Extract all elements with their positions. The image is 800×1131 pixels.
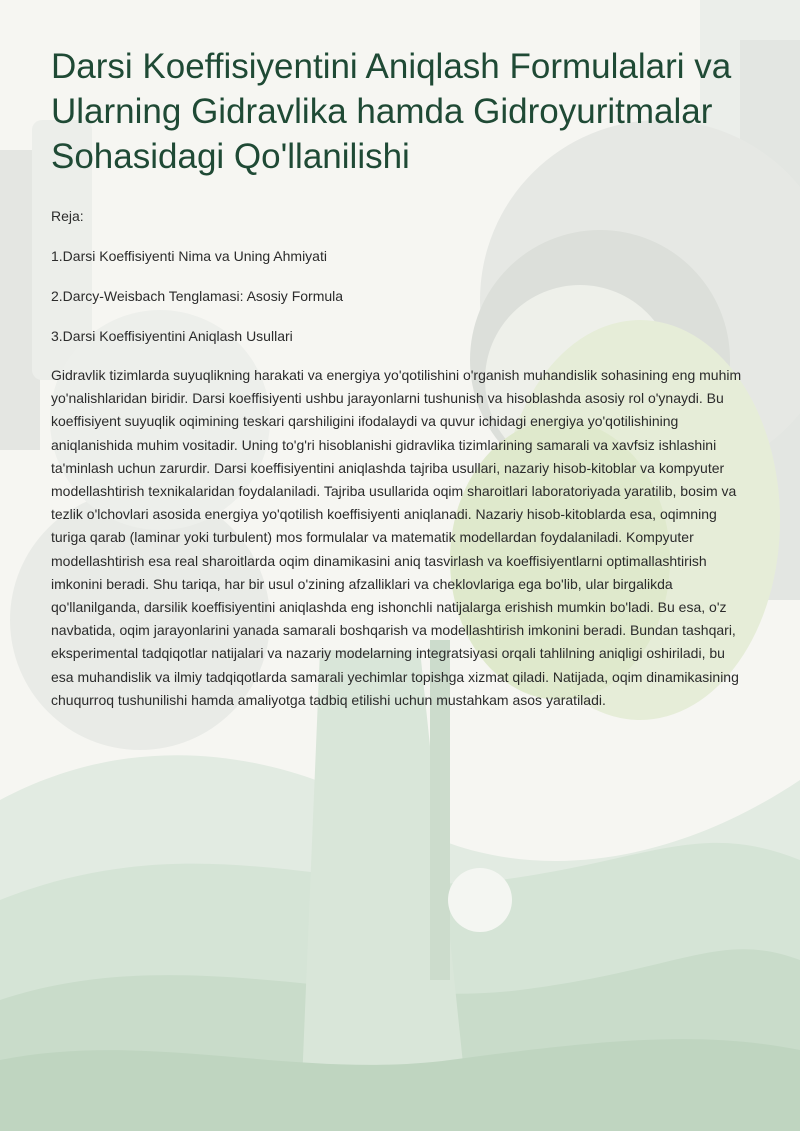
plan-item: 1.Darsi Koeffisiyenti Nima va Uning Ahmiyati (51, 248, 327, 264)
body-paragraph: Gidravlik tizimlarda suyuqlikning harakati va energiya yo'qotilishini o'rganish muhandislik sohasining eng muhim yo'nalishlaridan biridir. Darsi koeffisiyenti ushbu jarayonlarni tushunish va hisoblashda asosiy rol o'ynaydi. Bu koeffisiyent suyuqlik oqimining teskari qarshiligini ifodalaydi va quvur ichidagi energiya yo'qotilishining aniqlanishida muhim vositadir. Uning to'g'ri hisoblanishi gidravlika tizimlarining samarali va xavfsiz ishlashini ta'minlash uchun zarurdir. Darsi koeffisiyentini aniqlashda tajriba usullari, nazariy hisob-kitoblar va kompyuter modellashtirish texnikalaridan foydalaniladi. Tajriba usullarida oqim sharoitlari laboratoriyada yaratilib, bosim va tezlik o'lchovlari asosida energiya yo'qotilish koeffisiyenti aniqlanadi. Nazariy hisob-kitoblarda esa, oqimning turiga qarab (laminar yoki turbulent) mos formulalar va matematik modellardan foydalaniladi. Kompyuter modellashtirish esa real sharoitlarda oqim dinamikasini aniq tasvirlash va koeffisiyentlarni optimallashtirish imkonini beradi. Shu tariqa, har bir usul o'zining afzalliklari va cheklovlariga ega bo'lib, ular birgalikda qo'llanilganda, darsilik koeffisiyentini aniqlashda eng ishonchli natijalarga erishish mumkin bo'ladi. Bu esa, o'z navbatida, oqim jarayonlarini yanada samarali boshqarish va modellashtirish imkonini beradi. Bundan tashqari, eksperimental tadqiqotlar natijalari va nazariy modelarning integratsiyasi orqali tahlilning aniqligi oshiriladi, bu esa muhandislik va ilmiy tadqiqotlarda samarali yechimlar topishga xizmat qiladi. Natijada, oqim dinamikasining chuqurroq tushunilishi hamda amaliyotga tadbiq etilishi uchun mustahkam asos yaratiladi. (51, 367, 742, 708)
plan-item: 2.Darcy-Weisbach Tenglamasi: Asosiy Formula (51, 288, 344, 304)
plan-item: 3.Darsi Koeffisiyentini Aniqlash Usullari (51, 328, 293, 344)
plan-heading: Reja: (51, 208, 84, 224)
plan-outline (51, 206, 751, 366)
document-title: Darsi Koeffisiyentini Aniqlash Formulalari va Ularning Gidravlika hamda Gidroyuritmalar Sohasidagi Qo'llanilishi (51, 47, 732, 176)
